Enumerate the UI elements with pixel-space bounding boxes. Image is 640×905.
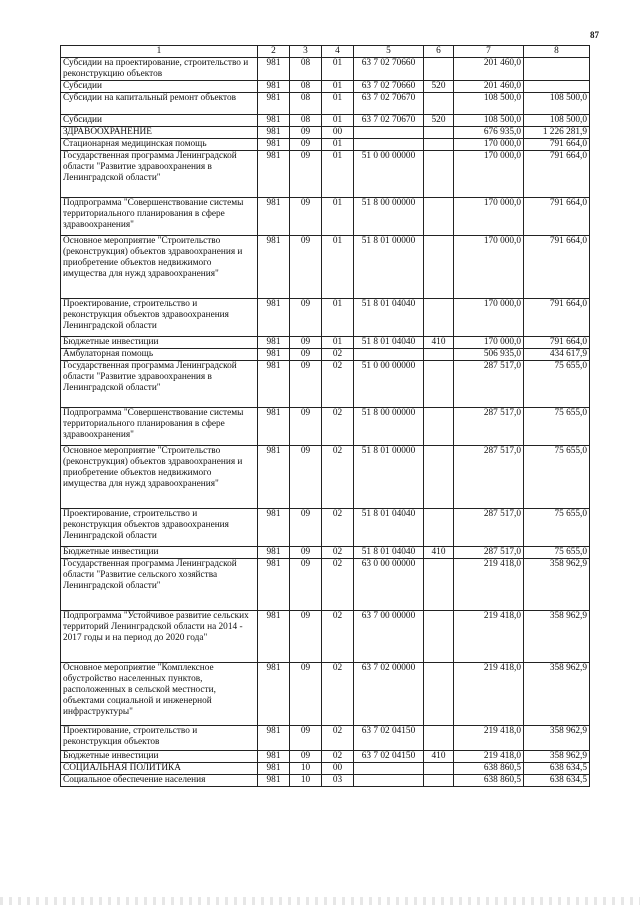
cell-expense-kind: [424, 151, 454, 198]
cell-amount-2: 75 655,0: [524, 446, 590, 509]
cell-target-article: 51 0 00 00000: [354, 151, 424, 198]
table-row: [61, 58, 590, 81]
cell-section: 09: [290, 139, 322, 151]
cell-subsection: 01: [322, 93, 354, 115]
header-row: [61, 46, 590, 58]
cell-expense-kind: [424, 127, 454, 139]
cell-amount-1: 219 418,0: [454, 559, 524, 611]
cell-admin-code: 981: [258, 509, 290, 547]
cell-name: Государственная программа Ленинградской области "Развитие здравоохранения в Ленинградской области": [61, 151, 258, 198]
cell-name: Стационарная медицинская помощь: [61, 139, 258, 151]
cell-name: ЗДРАВООХРАНЕНИЕ: [61, 127, 258, 139]
cell-expense-kind: [424, 726, 454, 751]
cell-expense-kind: [424, 93, 454, 115]
cell-target-article: 63 7 02 04150: [354, 726, 424, 751]
cell-subsection: 01: [322, 81, 354, 93]
cell-target-article: 63 7 02 70670: [354, 93, 424, 115]
cell-expense-kind: [424, 349, 454, 361]
cell-expense-kind: 410: [424, 751, 454, 763]
cell-admin-code: 981: [258, 81, 290, 93]
cell-amount-2: 791 664,0: [524, 337, 590, 349]
cell-section: 09: [290, 751, 322, 763]
cell-name: Бюджетные инвестиции: [61, 751, 258, 763]
header-col-3: 3: [290, 46, 322, 58]
cell-amount-2: 108 500,0: [524, 93, 590, 115]
cell-name: Бюджетные инвестиции: [61, 337, 258, 349]
cell-expense-kind: [424, 139, 454, 151]
cell-subsection: 01: [322, 115, 354, 127]
cell-subsection: 01: [322, 236, 354, 299]
cell-expense-kind: [424, 58, 454, 81]
cell-section: 09: [290, 361, 322, 408]
cell-amount-1: 638 860,5: [454, 763, 524, 775]
budget-table: [60, 45, 590, 787]
cell-amount-1: 170 000,0: [454, 198, 524, 236]
cell-target-article: 63 7 02 00000: [354, 663, 424, 726]
cell-admin-code: 981: [258, 139, 290, 151]
table-row: [61, 775, 590, 787]
cell-expense-kind: 520: [424, 115, 454, 127]
cell-target-article: [354, 139, 424, 151]
table-row: [61, 547, 590, 559]
table-row: [61, 337, 590, 349]
table-row: [61, 361, 590, 408]
table-row: [61, 127, 590, 139]
table-row: [61, 509, 590, 547]
cell-target-article: 63 0 00 00000: [354, 559, 424, 611]
cell-subsection: 02: [322, 547, 354, 559]
cell-amount-2: 358 962,9: [524, 726, 590, 751]
cell-amount-1: 108 500,0: [454, 115, 524, 127]
cell-target-article: 51 8 00 00000: [354, 408, 424, 446]
cell-subsection: 00: [322, 763, 354, 775]
cell-amount-2: 1 226 281,9: [524, 127, 590, 139]
cell-expense-kind: [424, 559, 454, 611]
page-number: 87: [590, 30, 599, 40]
table-row: [61, 81, 590, 93]
cell-section: 09: [290, 509, 322, 547]
cell-admin-code: 981: [258, 751, 290, 763]
cell-expense-kind: 410: [424, 547, 454, 559]
cell-target-article: 63 7 02 04150: [354, 751, 424, 763]
cell-subsection: 00: [322, 127, 354, 139]
cell-expense-kind: 410: [424, 337, 454, 349]
cell-amount-1: 287 517,0: [454, 446, 524, 509]
cell-subsection: 02: [322, 509, 354, 547]
cell-target-article: 51 8 00 00000: [354, 198, 424, 236]
cell-section: 10: [290, 763, 322, 775]
cell-amount-2: 638 634,5: [524, 775, 590, 787]
cell-subsection: 01: [322, 58, 354, 81]
cell-amount-2: 358 962,9: [524, 559, 590, 611]
cell-admin-code: 981: [258, 775, 290, 787]
cell-amount-1: 287 517,0: [454, 361, 524, 408]
cell-subsection: 01: [322, 337, 354, 349]
table-row: [61, 349, 590, 361]
cell-target-article: 63 7 02 70660: [354, 81, 424, 93]
cell-amount-2: 791 664,0: [524, 299, 590, 337]
cell-amount-1: 219 418,0: [454, 611, 524, 663]
table-row: [61, 751, 590, 763]
cell-section: 08: [290, 93, 322, 115]
cell-amount-2: 75 655,0: [524, 509, 590, 547]
cell-expense-kind: [424, 509, 454, 547]
table-row: [61, 151, 590, 198]
cell-amount-2: 791 664,0: [524, 139, 590, 151]
cell-name: Субсидии: [61, 115, 258, 127]
cell-name: Субсидии на капитальный ремонт объектов: [61, 93, 258, 115]
cell-target-article: 51 0 00 00000: [354, 361, 424, 408]
cell-name: Основное мероприятие "Строительство (реконструкция) объектов здравоохранения и приобретение объектов недвижимого имущества для нужд здравоохранения": [61, 446, 258, 509]
cell-expense-kind: [424, 299, 454, 337]
cell-name: Проектирование, строительство и реконструкция объектов здравоохранения Ленинградской области: [61, 299, 258, 337]
cell-admin-code: 981: [258, 299, 290, 337]
cell-amount-2: 358 962,9: [524, 663, 590, 726]
cell-amount-1: 676 935,0: [454, 127, 524, 139]
header-col-4: 4: [322, 46, 354, 58]
table-row: [61, 139, 590, 151]
cell-expense-kind: [424, 446, 454, 509]
cell-section: 09: [290, 236, 322, 299]
table-row: [61, 611, 590, 663]
header-col-1: 1: [61, 46, 258, 58]
cell-section: 09: [290, 726, 322, 751]
cell-target-article: 63 7 02 70660: [354, 58, 424, 81]
cell-admin-code: 981: [258, 151, 290, 198]
cell-expense-kind: 520: [424, 81, 454, 93]
table-row: [61, 763, 590, 775]
cell-subsection: 02: [322, 663, 354, 726]
cell-amount-2: 791 664,0: [524, 151, 590, 198]
cell-target-article: 51 8 01 04040: [354, 547, 424, 559]
cell-amount-1: 287 517,0: [454, 547, 524, 559]
cell-name: Проектирование, строительство и реконструкция объектов: [61, 726, 258, 751]
cell-section: 08: [290, 115, 322, 127]
cell-name: Подпрограмма "Устойчивое развитие сельских территорий Ленинградской области на 2014 - 2017 годы и на период до 2020 года": [61, 611, 258, 663]
cell-name: Основное мероприятие "Комплексное обустройство населенных пунктов, расположенных в сельской местности, объектами социальной и инженерной инфраструктуры": [61, 663, 258, 726]
cell-amount-2: 75 655,0: [524, 547, 590, 559]
cell-name: Основное мероприятие "Строительство (реконструкция) объектов здравоохранения и приобретение объектов недвижимого имущества для нужд здравоохранения": [61, 236, 258, 299]
cell-admin-code: 981: [258, 361, 290, 408]
header-col-6: 6: [424, 46, 454, 58]
cell-subsection: 01: [322, 299, 354, 337]
cell-name: Подпрограмма "Совершенствование системы территориального планирования в сфере здравоохранения": [61, 408, 258, 446]
cell-subsection: 02: [322, 408, 354, 446]
cell-subsection: 02: [322, 349, 354, 361]
cell-section: 08: [290, 81, 322, 93]
cell-amount-1: 170 000,0: [454, 337, 524, 349]
cell-section: 09: [290, 408, 322, 446]
cell-admin-code: 981: [258, 198, 290, 236]
cell-section: 09: [290, 559, 322, 611]
cell-name: СОЦИАЛЬНАЯ ПОЛИТИКА: [61, 763, 258, 775]
cell-name: Бюджетные инвестиции: [61, 547, 258, 559]
cell-subsection: 01: [322, 198, 354, 236]
cell-subsection: 03: [322, 775, 354, 787]
cell-amount-1: 638 860,5: [454, 775, 524, 787]
cell-subsection: 02: [322, 559, 354, 611]
cell-target-article: 63 7 02 70670: [354, 115, 424, 127]
cell-amount-1: 108 500,0: [454, 93, 524, 115]
cell-amount-1: 170 000,0: [454, 236, 524, 299]
cell-target-article: 63 7 00 00000: [354, 611, 424, 663]
cell-target-article: [354, 763, 424, 775]
cell-admin-code: 981: [258, 408, 290, 446]
cell-subsection: 02: [322, 751, 354, 763]
cell-name: Субсидии на проектирование, строительство и реконструкцию объектов: [61, 58, 258, 81]
cell-admin-code: 981: [258, 611, 290, 663]
table-row: [61, 446, 590, 509]
header-col-2: 2: [258, 46, 290, 58]
cell-amount-2: [524, 58, 590, 81]
cell-name: Социальное обеспечение населения: [61, 775, 258, 787]
cell-section: 09: [290, 127, 322, 139]
header-col-8: 8: [524, 46, 590, 58]
cell-section: 09: [290, 151, 322, 198]
cell-section: 09: [290, 198, 322, 236]
cell-amount-1: 219 418,0: [454, 663, 524, 726]
cell-target-article: 51 8 01 04040: [354, 299, 424, 337]
cell-admin-code: 981: [258, 58, 290, 81]
table-body: [61, 58, 590, 787]
cell-admin-code: 981: [258, 547, 290, 559]
cell-admin-code: 981: [258, 93, 290, 115]
table-row: [61, 726, 590, 751]
cell-name: Государственная программа Ленинградской области "Развитие здравоохранения в Ленинградской области": [61, 361, 258, 408]
cell-admin-code: 981: [258, 349, 290, 361]
cell-section: 09: [290, 349, 322, 361]
cell-target-article: 51 8 01 00000: [354, 446, 424, 509]
table-row: [61, 198, 590, 236]
cell-admin-code: 981: [258, 559, 290, 611]
cell-admin-code: 981: [258, 127, 290, 139]
cell-target-article: 51 8 01 00000: [354, 236, 424, 299]
cell-expense-kind: [424, 611, 454, 663]
cell-expense-kind: [424, 775, 454, 787]
cell-amount-2: 75 655,0: [524, 361, 590, 408]
cell-admin-code: 981: [258, 236, 290, 299]
cell-section: 09: [290, 299, 322, 337]
cell-amount-1: 170 000,0: [454, 139, 524, 151]
cell-subsection: 02: [322, 611, 354, 663]
cell-target-article: 51 8 01 04040: [354, 337, 424, 349]
cell-admin-code: 981: [258, 446, 290, 509]
cell-amount-1: 219 418,0: [454, 751, 524, 763]
cell-section: 09: [290, 611, 322, 663]
cell-expense-kind: [424, 663, 454, 726]
cell-section: 08: [290, 58, 322, 81]
cell-amount-2: 358 962,9: [524, 751, 590, 763]
cell-amount-2: 75 655,0: [524, 408, 590, 446]
table-row: [61, 408, 590, 446]
cell-admin-code: 981: [258, 337, 290, 349]
cell-section: 10: [290, 775, 322, 787]
cell-amount-2: 638 634,5: [524, 763, 590, 775]
cell-subsection: 01: [322, 139, 354, 151]
cell-subsection: 02: [322, 726, 354, 751]
table-row: [61, 93, 590, 115]
cell-expense-kind: [424, 361, 454, 408]
cell-amount-1: 201 460,0: [454, 58, 524, 81]
cell-amount-1: 287 517,0: [454, 509, 524, 547]
cell-expense-kind: [424, 763, 454, 775]
cell-expense-kind: [424, 198, 454, 236]
cell-amount-1: 219 418,0: [454, 726, 524, 751]
header-col-5: 5: [354, 46, 424, 58]
cell-amount-2: [524, 81, 590, 93]
cell-amount-2: 108 500,0: [524, 115, 590, 127]
cell-amount-1: 170 000,0: [454, 299, 524, 337]
cell-subsection: 02: [322, 446, 354, 509]
cell-admin-code: 981: [258, 726, 290, 751]
cell-admin-code: 981: [258, 663, 290, 726]
cell-name: Амбулаторная помощь: [61, 349, 258, 361]
cell-amount-2: 791 664,0: [524, 236, 590, 299]
cell-name: Субсидии: [61, 81, 258, 93]
cell-admin-code: 981: [258, 115, 290, 127]
cell-admin-code: 981: [258, 763, 290, 775]
cell-name: Проектирование, строительство и реконструкция объектов здравоохранения Ленинградской области: [61, 509, 258, 547]
table-row: [61, 299, 590, 337]
cell-section: 09: [290, 337, 322, 349]
cell-expense-kind: [424, 408, 454, 446]
cell-amount-2: 791 664,0: [524, 198, 590, 236]
table-row: [61, 115, 590, 127]
cell-amount-2: 434 617,9: [524, 349, 590, 361]
cell-subsection: 02: [322, 361, 354, 408]
cell-amount-2: 358 962,9: [524, 611, 590, 663]
cell-section: 09: [290, 663, 322, 726]
table-row: [61, 236, 590, 299]
cell-amount-1: 287 517,0: [454, 408, 524, 446]
cell-name: Государственная программа Ленинградской области "Развитие сельского хозяйства Ленинградской области": [61, 559, 258, 611]
cell-expense-kind: [424, 236, 454, 299]
cell-section: 09: [290, 446, 322, 509]
cell-target-article: [354, 775, 424, 787]
cell-amount-1: 201 460,0: [454, 81, 524, 93]
scan-edge-decoration: [0, 897, 640, 905]
header-col-7: 7: [454, 46, 524, 58]
cell-subsection: 01: [322, 151, 354, 198]
table-row: [61, 663, 590, 726]
cell-target-article: 51 8 01 04040: [354, 509, 424, 547]
cell-name: Подпрограмма "Совершенствование системы территориального планирования в сфере здравоохранения": [61, 198, 258, 236]
cell-amount-1: 506 935,0: [454, 349, 524, 361]
cell-target-article: [354, 349, 424, 361]
cell-amount-1: 170 000,0: [454, 151, 524, 198]
cell-target-article: [354, 127, 424, 139]
cell-section: 09: [290, 547, 322, 559]
table-row: [61, 559, 590, 611]
